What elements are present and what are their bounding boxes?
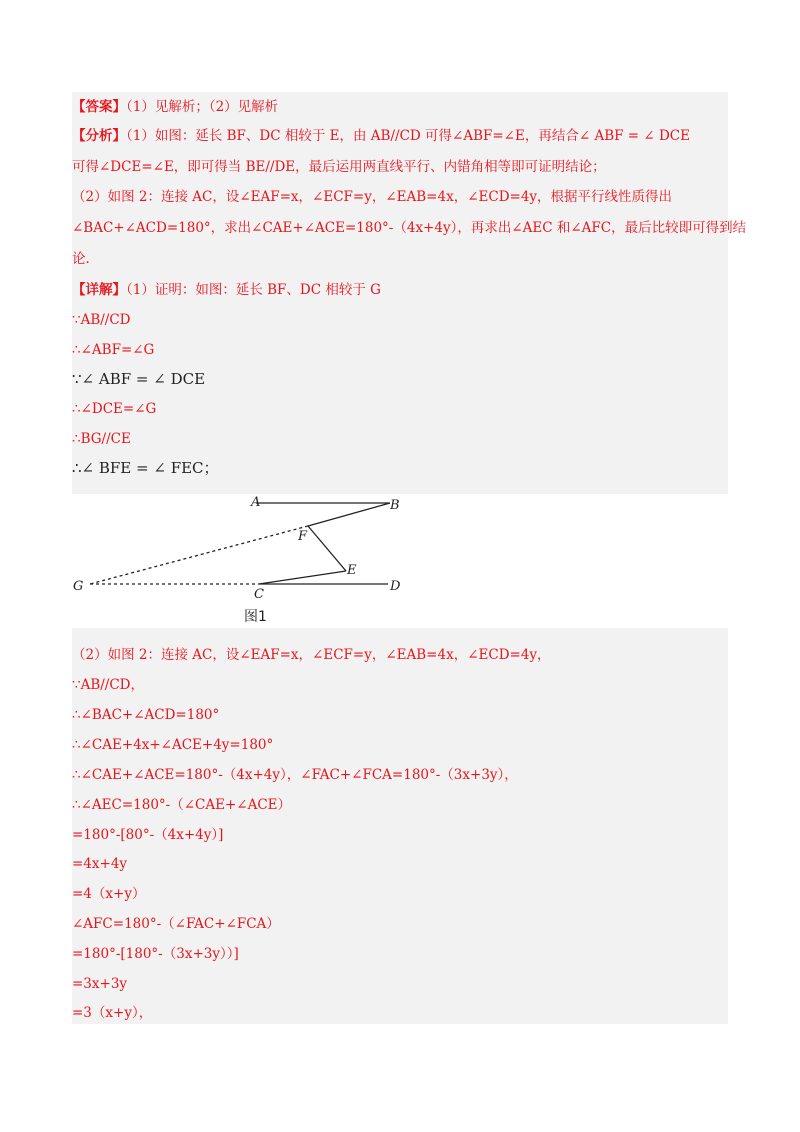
part2-line-2: ∵AB//CD， [72, 677, 145, 693]
analysis-line-5: 论. [72, 251, 90, 267]
part2-line-10: ∠AFC=180°-（∠FAC+∠FCA） [72, 916, 280, 932]
proof-line-4: ∴∠DCE=∠G [72, 401, 157, 417]
analysis-line-1 [72, 127, 728, 145]
figure-svg [72, 494, 402, 628]
answer-text: （1）见解析；（2）见解析 [126, 99, 279, 115]
analysis-text-1: （1）如图：延长 BF、DC 相较于 E，由 AB//CD 可得∠ABF=∠E，再结合∠ ABF = ∠ DCE [126, 128, 690, 144]
part2-line-9: =4（x+y） [72, 886, 146, 902]
part2-line-13: =3（x+y）， [72, 1005, 153, 1021]
detail-text: （1）证明：如图：延长 BF、DC 相较于 G [126, 282, 381, 298]
part2-line-6: ∴∠AEC=180°-（∠CAE+∠ACE） [72, 797, 292, 813]
part2-line-5: ∴∠CAE+∠ACE=180°-（4x+4y），∠FAC+∠FCA=180°-（3x+3y）， [72, 767, 518, 783]
part2-line-3: ∴∠BAC+∠ACD=180° [72, 707, 220, 723]
part2-line-8: =4x+4y [72, 856, 128, 872]
proof-line-6: ∴∠ BFE = ∠ FEC； [72, 459, 219, 477]
segment-bf [308, 503, 390, 526]
analysis-line-4: ∠BAC+∠ACD=180°，求出∠CAE+∠ACE=180°-（4x+4y），再求出∠AEC 和∠AFC，最后比较即可得到结 [72, 220, 747, 236]
label-f: F [298, 529, 308, 544]
label-g: G [73, 579, 84, 594]
proof-line-2: ∴∠ABF=∠G [72, 342, 155, 358]
proof-line-5: ∴BG//CE [72, 431, 131, 447]
segment-fe [308, 526, 346, 571]
part2-line-7: =180°-[80°-（4x+4y）] [72, 827, 224, 843]
detail-line [72, 281, 728, 299]
analysis-line-3: （2）如图 2：连接 AC，设∠EAF=x，∠ECF=y，∠EAB=4x，∠ECD=4y，根据平行线性质得出 [72, 189, 673, 205]
label-d: D [390, 579, 401, 594]
label-e: E [347, 563, 357, 578]
part2-line-12: =3x+3y [72, 976, 128, 992]
label-a: A [251, 495, 261, 510]
proof-line-1: ∵AB//CD [72, 312, 131, 328]
label-c: C [254, 587, 264, 602]
detail-tag: 【详解】 [72, 282, 126, 298]
segment-fg-dashed [90, 526, 308, 584]
answer-tag: 【答案】 [72, 99, 126, 115]
figure-caption: 图1 [244, 609, 267, 625]
label-b: B [390, 498, 400, 513]
answer-line [72, 98, 728, 116]
analysis-line-2: 可得∠DCE=∠E，即可得当 BE//DE，最后运用两直线平行、内错角相等即可证明结论； [72, 159, 606, 175]
part2-line-4: ∴∠CAE+4x+∠ACE+4y=180° [72, 737, 274, 753]
part2-line-11: =180°-[180°-（3x+3y））] [72, 946, 239, 962]
geometry-figure [72, 494, 402, 628]
analysis-tag: 【分析】 [72, 128, 126, 144]
part2-line-1: （2）如图 2：连接 AC，设∠EAF=x，∠ECF=y，∠EAB=4x，∠ECD=4y， [72, 647, 551, 663]
proof-line-3: ∵∠ ABF = ∠ DCE [72, 370, 206, 388]
segment-ec [259, 571, 346, 584]
